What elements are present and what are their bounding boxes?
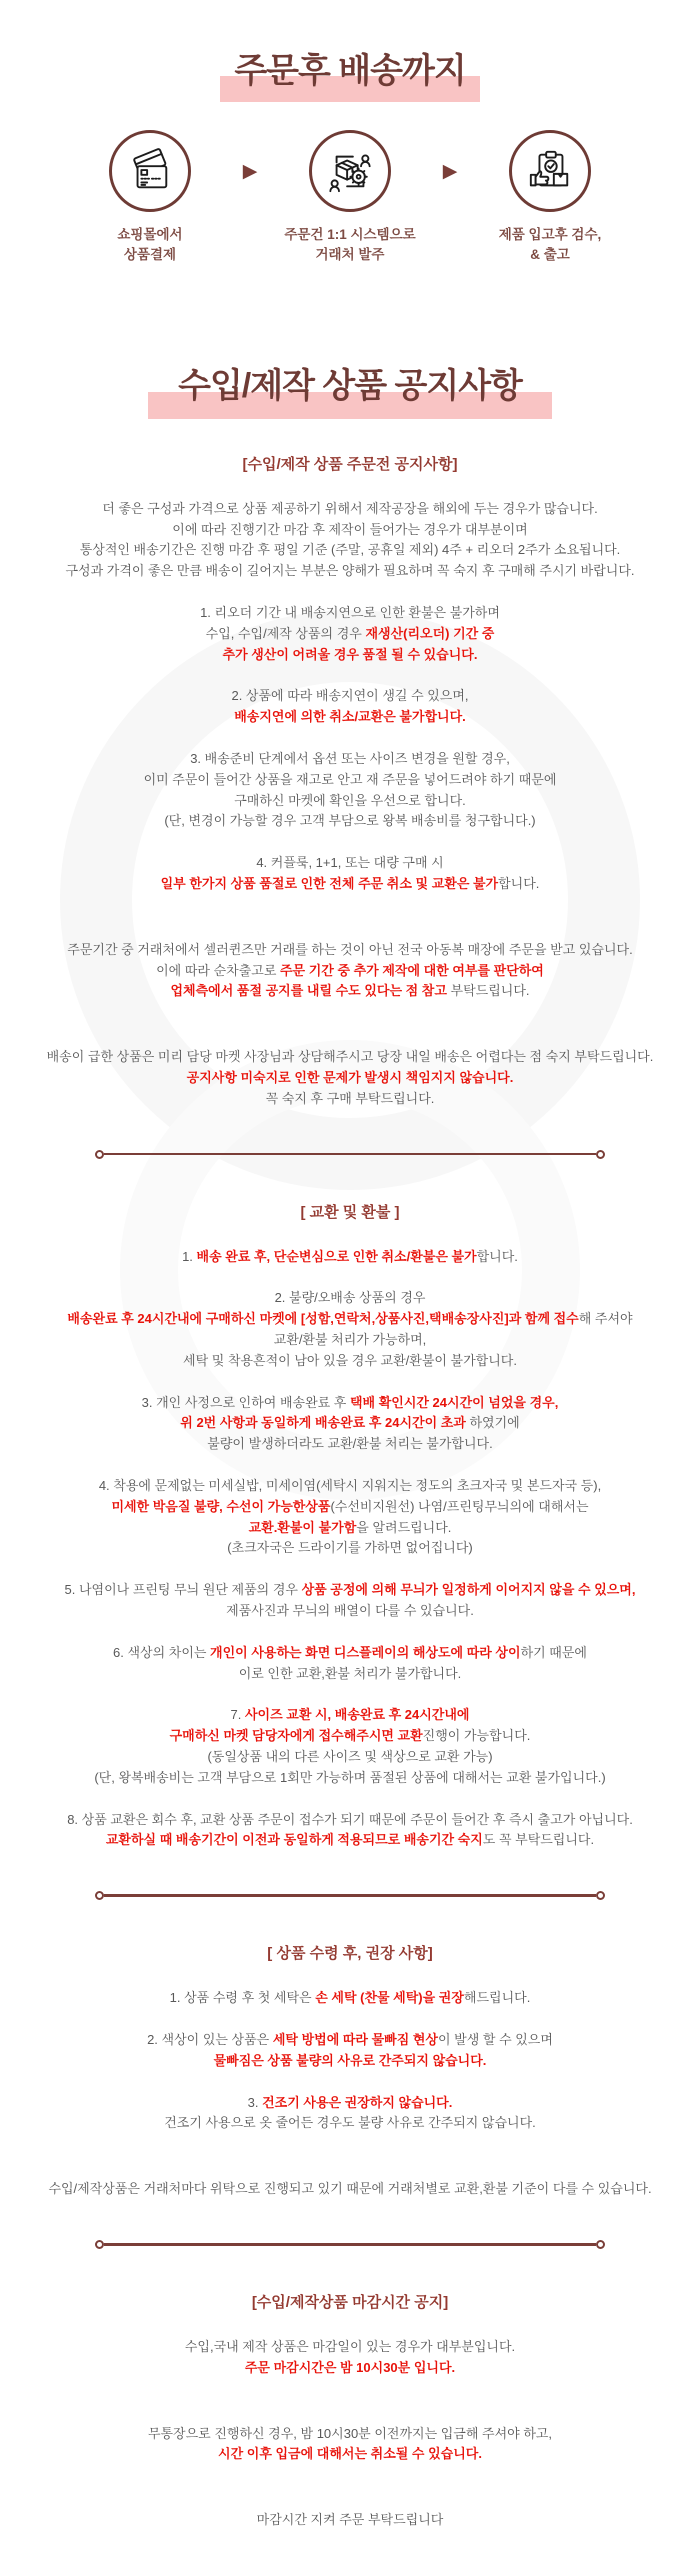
divider-end-dot xyxy=(596,1150,605,1159)
flow-step-label: 쇼핑몰에서 상품결제 xyxy=(117,226,183,262)
notice-item: 5. 나염이나 프린팅 무늬 원단 제품의 경우 상품 공정에 의해 무늬가 일정하게 이어지지 않을 수 있으며, 제품사진과 무늬의 배열이 다를 수 있습니다. xyxy=(64,1582,636,1618)
arrow-right-icon: ▶ xyxy=(242,160,258,182)
divider-line xyxy=(104,1894,596,1897)
section-divider xyxy=(95,1150,605,1159)
notice-paragraph: 주문기간 중 거래처에서 셀러퀸즈만 거래를 하는 것이 아닌 전국 아동복 매장에 주문을 받고 있습니다. 이에 따라 순차출고로 주문 기간 중 추가 제작에 대한 여부를 판단하여 업체측에서 품절 공지를 내릴 수도 있다는 점 참고 부탁드립니다. xyxy=(67,941,633,999)
divider-end-dot xyxy=(596,1891,605,1900)
notice-item: 1. 배송 완료 후, 단순변심으로 인한 취소/환불은 불가합니다. xyxy=(182,1248,518,1264)
notice-item: 6. 색상의 차이는 개인이 사용하는 화면 디스플레이의 해상도에 따라 상이하기 때문에 이로 인한 교환,환불 처리가 불가합니다. xyxy=(113,1644,587,1681)
notice-item: 2. 불량/오배송 상품의 경우 배송완료 후 24시간내에 구매하신 마켓에 [성함,연락처,상품사진,택배송장사진]과 함께 접수해 주셔야 교환/환불 처리가 가능하며, 세탁 및 착용흔적이 남아 있을 경우 교환/환불이 불가합니다. xyxy=(67,1290,633,1368)
divider-line xyxy=(104,1153,596,1156)
notice-paragraph: 더 좋은 구성과 가격으로 상품 제공하기 위해서 제작공장을 해외에 두는 경우가 많습니다. 이에 따라 진행기간 마감 후 제작이 들어가는 경우가 대부분이며 통상적인 배송기간은 진행 마감 후 평일 기준 (주말, 공휴일 제외) 4주 + 리오더 2주가 소요됩니다. 구성과 가격이 좋은 만큼 배송이 길어지는 부분은 양해가 필요하며 꼭 숙지 후 구매해 주시기 바랍니다. xyxy=(65,500,635,579)
import-notice-title: 수입/제작 상품 공지사항 xyxy=(148,367,552,419)
section-exchange-refund xyxy=(0,1201,700,1852)
notice-paragraph: 무통장으로 진행하신 경우, 밤 10시30분 이전까지는 입금해 주셔야 하고, 시간 이후 입금에 대해서는 취소될 수 있습니다. xyxy=(147,2425,553,2462)
notice-item: 7. 사이즈 교환 시, 배송완료 후 24시간내에 구매하신 마켓 담당자에게 접수해주시면 교환진행이 가능합니다. (동일상품 내의 다른 사이즈 및 색상으로 교환 가능) (단, 왕복배송비는 고객 부담으로 1회만 가능하며 품절된 상품에 대해서는 교환 불가입니다.) xyxy=(94,1707,606,1785)
section-preorder-notice xyxy=(0,453,700,1110)
section-divider xyxy=(95,1891,605,1900)
notice-item: 3. 개인 사정으로 인하여 배송완료 후 택배 확인시간 24시간이 넘었을 경우, 위 2번 사항과 동일하게 배송완료 후 24시간이 초과 하였기에 불량이 발생하더라도 교환/환불 처리는 불가합니다. xyxy=(141,1394,559,1452)
notice-item: 3. 건조기 사용은 권장하지 않습니다. 건조기 사용으로 옷 줄어든 경우도 불량 사유로 간주되지 않습니다. xyxy=(164,2094,536,2131)
section-heading: [ 교환 및 환불 ] xyxy=(300,1203,400,1221)
flow-step-label: 제품 입고후 검수, & 출고 xyxy=(498,226,602,262)
notice-item: 4. 착용에 문제없는 미세실밥, 미세이염(세탁시 지워지는 정도의 초크자국 및 본드자국 등), 미세한 박음질 불량, 수선이 가능한상품(수선비지원선) 나염/프린팅무늬의에 대해서는 교환.환불이 불가함을 알려드립니다. (초크자국은 드라이기를 가하면 없어집니다) xyxy=(98,1477,602,1556)
section-divider xyxy=(95,2240,605,2249)
divider-end-dot xyxy=(95,1891,104,1900)
notice-item: 4. 커플룩, 1+1, 또는 대량 구매 시 일부 한가지 상품 품절로 인한 전체 주문 취소 및 교환은 불가합니다. xyxy=(160,855,540,892)
notice-paragraph: 수입,국내 제작 상품은 마감일이 있는 경우가 대부분입니다. 주문 마감시간은 밤 10시30분 입니다. xyxy=(184,2338,516,2375)
section-deadline-notice xyxy=(0,2291,700,2531)
arrow-right-icon: ▶ xyxy=(442,160,458,182)
divider-end-dot xyxy=(596,2240,605,2249)
notice-paragraph: 마감시간 지켜 주문 부탁드립니다 xyxy=(256,2512,444,2528)
order-system-icon xyxy=(309,130,391,212)
section-heading: [수입/제작 상품 주문전 공지사항] xyxy=(242,455,458,473)
flow-step-order-system xyxy=(270,130,430,266)
flow-step-payment xyxy=(70,130,230,266)
notice-paragraph: 배송이 급한 상품은 미리 담당 마켓 사장님과 상담해주시고 당장 내일 배송은 어렵다는 점 숙지 부탁드립니다. 공지사항 미숙지로 인한 문제가 발생시 책임지지 않습니다. 꼭 숙지 후 구매 부탁드립니다. xyxy=(46,1049,654,1106)
notice-item: 1. 상품 수령 후 첫 세탁은 손 세탁 (찬물 세탁)을 권장해드립니다. xyxy=(169,1990,531,2006)
inspection-shipping-icon xyxy=(509,130,591,212)
notice-item: 2. 색상이 있는 상품은 세탁 방법에 따라 물빠짐 현상이 발생 할 수 있으며 물빠짐은 상품 불량의 사유로 간주되지 않습니다. xyxy=(147,2031,553,2068)
divider-end-dot xyxy=(95,2240,104,2249)
divider-end-dot xyxy=(95,1150,104,1159)
divider-line xyxy=(104,2243,596,2246)
section-after-receipt xyxy=(0,1942,700,2200)
flow-step-inspection xyxy=(470,130,630,266)
order-to-delivery-title: 주문후 배송까지 xyxy=(220,52,479,102)
notice-paragraph: 수입/제작상품은 거래처마다 위탁으로 진행되고 있기 때문에 거래처별로 교환,환불 기준이 다를 수 있습니다. xyxy=(48,2181,652,2197)
credit-card-icon xyxy=(109,130,191,212)
section-heading: [수입/제작상품 마감시간 공지] xyxy=(251,2293,449,2311)
flow-step-label: 주문건 1:1 시스템으로 거래처 발주 xyxy=(284,226,416,262)
notice-item: 3. 배송준비 단계에서 옵션 또는 사이즈 변경을 원할 경우, 이미 주문이 들어간 상품을 재고로 안고 재 주문을 넣어드려야 하기 때문에 구매하신 마켓에 확인을 우선으로 합니다. (단, 변경이 가능할 경우 고객 부담으로 왕복 배송비를 청구합니다.) xyxy=(143,751,557,829)
notice-item: 2. 상품에 따라 배송지연이 생길 수 있으며, 배송지연에 의한 취소/교환은 불가합니다. xyxy=(231,688,469,725)
notice-item: 1. 리오더 기간 내 배송지연으로 인한 환불은 불가하며 수입, 수입/제작 상품의 경우 재생산(리오더) 기간 중 추가 생산이 어려울 경우 품절 될 수 있습니다. xyxy=(200,605,500,662)
notice-item: 8. 상품 교환은 회수 후, 교환 상품 주문이 접수가 되기 때문에 주문이 들어간 후 즉시 출고가 아닙니다. 교환하실 때 배송기간이 이전과 동일하게 적용되므로 배송기간 숙지도 꼭 부탁드립니다. xyxy=(67,1811,633,1848)
delivery-process-flow xyxy=(0,130,700,266)
section-heading: [ 상품 수령 후, 권장 사항] xyxy=(267,1945,433,1963)
